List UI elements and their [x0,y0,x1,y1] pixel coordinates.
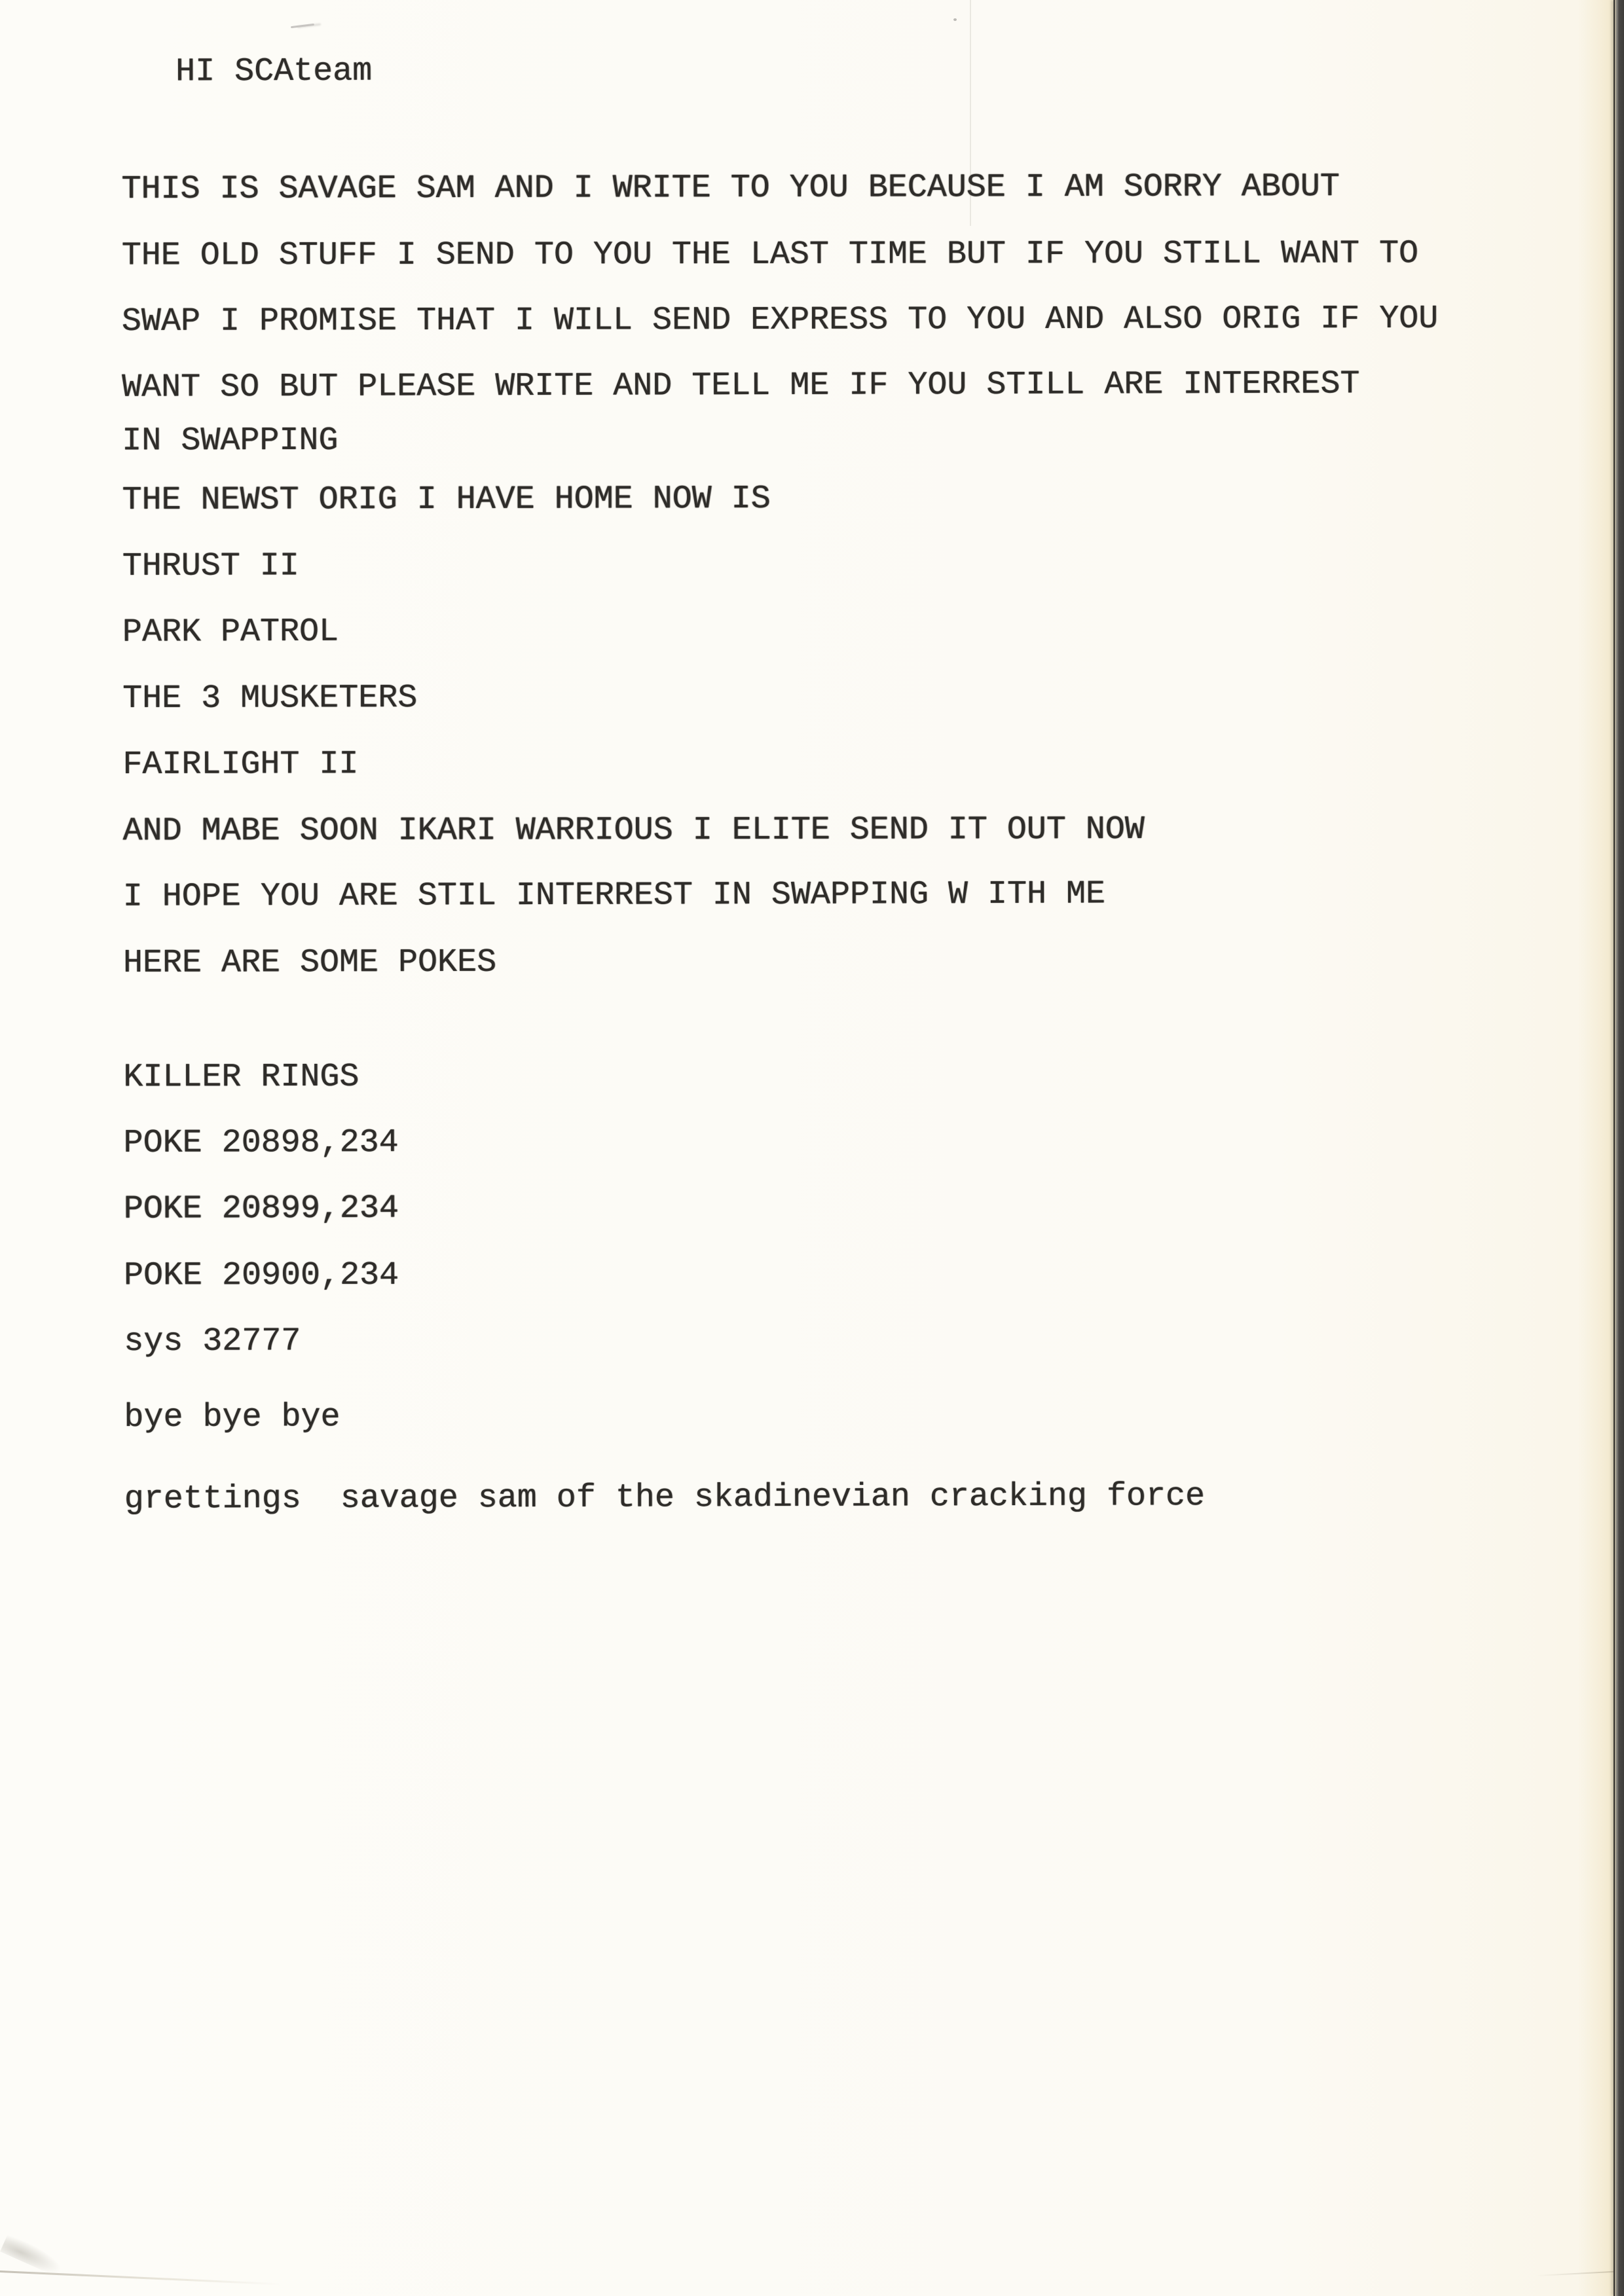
letter-line-game-title: FAIRLIGHT II [122,746,359,784]
letter-line-game-title: PARK PATROL [122,613,339,651]
letter-line: THIS IS SAVAGE SAM AND I WRITE TO YOU BECAUSE I AM SORRY ABOUT [121,168,1340,208]
letter-line-sys: sys 32777 [124,1322,301,1360]
letter-line: AND MABE SOON IKARI WARRIOUS I ELITE SEND IT OUT NOW [122,811,1145,850]
letter-line-poke: POKE 20898,234 [123,1124,399,1162]
letter-line: HERE ARE SOME POKES [122,943,497,982]
letter-line-farewell: bye bye bye [124,1398,341,1436]
letter-line-game-title: THE 3 MUSKETERS [122,680,418,718]
letter-line: SWAP I PROMISE THAT I WILL SEND EXPRESS TO YOU AND ALSO ORIG IF YOU [121,300,1439,340]
letter-line-poke: POKE 20899,234 [123,1190,399,1228]
crease-mark-bottom-right [1535,2271,1614,2276]
scan-edge-warm-band [1578,0,1616,2296]
letter-line: IN SWAPPING [122,422,339,460]
crease-mark-bottom-left [0,2270,282,2286]
scan-edge-dark-strip [1614,0,1624,2296]
letter-greeting: HI SCAteam [175,52,373,91]
pencil-mark [291,24,314,28]
letter-line-poke-heading: KILLER RINGS [123,1058,360,1097]
letter-line-poke: POKE 20900,234 [123,1256,399,1295]
letter-line: THE OLD STUFF I SEND TO YOU THE LAST TIME BUT IF YOU STILL WANT TO [121,235,1419,275]
letter-line: THE NEWST ORIG I HAVE HOME NOW IS [122,480,771,519]
letter-line-signature: grettings savage sam of the skadinevian cracking force [124,1478,1206,1518]
ink-speck [953,18,957,21]
letter-body [121,37,1526,1533]
letter-line: I HOPE YOU ARE STIL INTERREST IN SWAPPING W ITH ME [122,875,1106,916]
letter-line: WANT SO BUT PLEASE WRITE AND TELL ME IF YOU STILL ARE INTERREST [122,365,1360,407]
letter-line-game-title: THRUST II [122,547,299,585]
crease-smudge [0,2234,65,2277]
